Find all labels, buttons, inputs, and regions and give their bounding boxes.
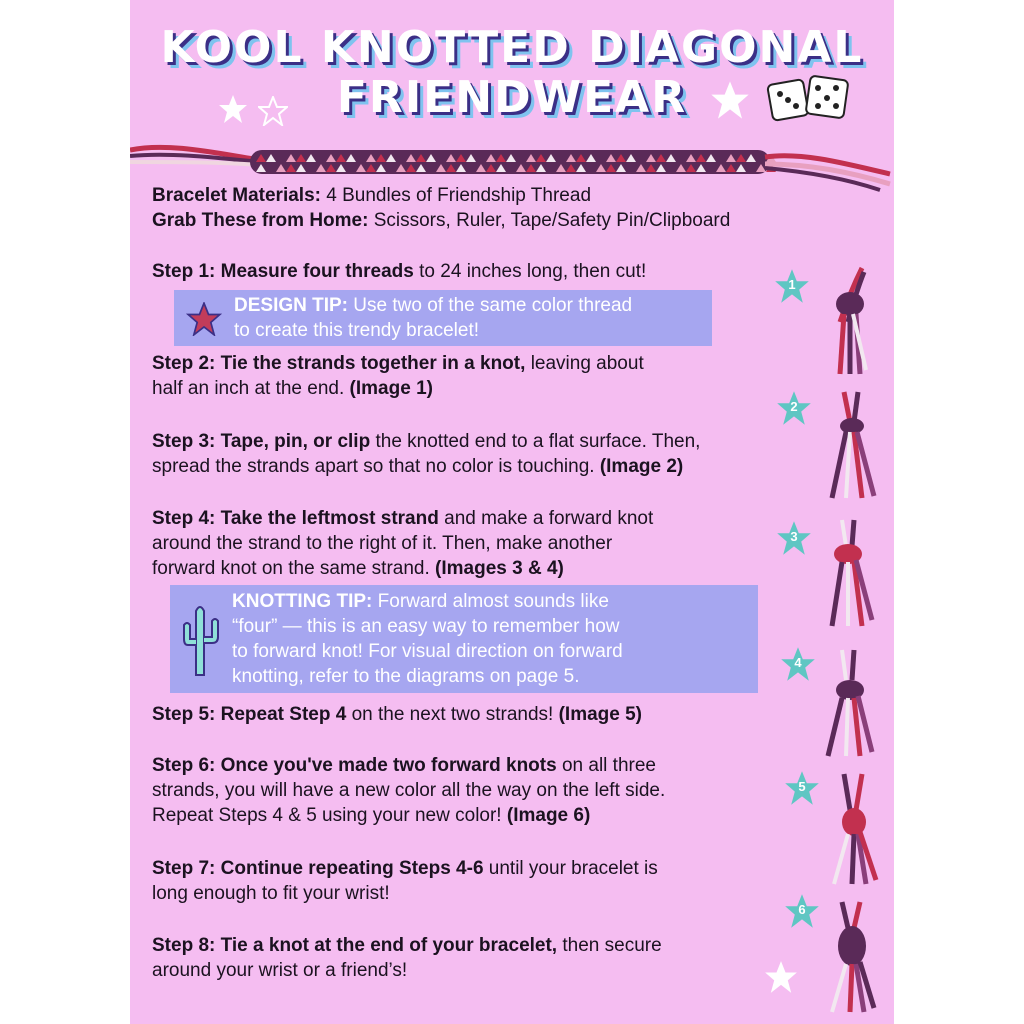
step-text: to 24 inches long, then cut!	[419, 261, 647, 282]
step-text: until your bracelet is	[488, 858, 658, 879]
step-label: Step 7:	[152, 858, 216, 879]
step-text: Repeat Steps 4 & 5 using your new color!	[152, 805, 502, 826]
step-bold-text: Once you've made two forward knots	[220, 755, 557, 776]
badge-number: 1	[788, 277, 796, 292]
step-text: half an inch at the end.	[152, 378, 345, 399]
step-bold-text: Tape, pin, or clip	[220, 431, 371, 452]
step-text: then secure	[562, 935, 662, 956]
materials-label: Bracelet Materials:	[152, 185, 321, 206]
step-bold-text: Tie the strands together in a knot,	[220, 353, 526, 374]
step-label: Step 1:	[152, 261, 216, 282]
materials-line-1	[152, 183, 591, 208]
knot-illustration-4	[820, 646, 880, 761]
step-text: on all three	[561, 755, 656, 776]
design-tip-text-2: to create this trendy bracelet!	[234, 320, 480, 341]
knotting-tip-label: KNOTTING TIP:	[232, 591, 373, 612]
step-text: and make a forward knot	[444, 508, 654, 529]
step-1	[152, 259, 646, 284]
badge-number: 2	[790, 399, 798, 414]
step-text: on the next two strands!	[351, 704, 554, 725]
step-label: Step 3:	[152, 431, 216, 452]
star-icon	[710, 80, 750, 120]
step-3	[152, 429, 700, 479]
badge-number: 5	[798, 779, 806, 794]
image-badge-2	[776, 390, 812, 426]
cactus-icon	[180, 601, 220, 677]
star-icon	[218, 94, 248, 124]
step-text: spread the strands apart so that no color is touching.	[152, 456, 595, 477]
step-label: Step 6:	[152, 755, 216, 776]
knot-illustration-6	[822, 898, 882, 1016]
page-title-line1: KOOL KNOTTED DIAGONAL	[160, 22, 864, 73]
knot-illustration-1	[820, 262, 880, 377]
knot-illustration-5	[824, 770, 884, 888]
step-4	[152, 506, 653, 581]
step-7	[152, 856, 658, 906]
step-text: strands, you will have a new color all the way on the left side.	[152, 780, 666, 801]
home-items-label: Grab These from Home:	[152, 210, 369, 231]
knotting-tip-text-4: knotting, refer to the diagrams on page 5.	[232, 666, 580, 687]
design-tip-box	[174, 290, 712, 346]
materials-line-2	[152, 208, 730, 233]
page-title-line2: FRIENDWEAR	[336, 72, 688, 123]
step-label: Step 4:	[152, 508, 216, 529]
step-label: Step 2:	[152, 353, 216, 374]
knot-illustration-2	[822, 388, 882, 503]
image-badge-5	[784, 770, 820, 806]
image-ref: (Image 5)	[558, 704, 643, 725]
image-ref: (Image 6)	[506, 805, 591, 826]
image-badge-3	[776, 520, 812, 556]
knotting-tip-box	[170, 585, 758, 693]
design-tip-label: DESIGN TIP:	[234, 295, 349, 316]
step-text: leaving about	[530, 353, 644, 374]
step-bold-text: Continue repeating Steps 4-6	[220, 858, 484, 879]
step-5	[152, 702, 642, 727]
step-label: Step 8:	[152, 935, 216, 956]
star-icon	[764, 960, 798, 994]
home-items-value: Scissors, Ruler, Tape/Safety Pin/Clipboard	[373, 210, 731, 231]
star-outline-icon	[258, 96, 288, 126]
knotting-tip-text-3: to forward knot! For visual direction on forward	[232, 641, 623, 662]
step-text: around the strand to the right of it. Then, make another	[152, 533, 613, 554]
step-label: Step 5:	[152, 704, 216, 725]
step-2	[152, 351, 644, 401]
knotting-tip-text-1: Forward almost sounds like	[377, 591, 609, 612]
materials-value: 4 Bundles of Friendship Thread	[326, 185, 592, 206]
knot-illustration-3	[820, 516, 880, 631]
image-badge-4	[780, 646, 816, 682]
step-bold-text: Take the leftmost strand	[220, 508, 439, 529]
step-bold-text: Tie a knot at the end of your bracelet,	[220, 935, 558, 956]
step-text: forward knot on the same strand.	[152, 558, 430, 579]
knotting-tip-text-2: “four” — this is an easy way to remember how	[232, 616, 620, 637]
design-tip-text-1: Use two of the same color thread	[353, 295, 633, 316]
badge-number: 6	[798, 902, 806, 917]
instruction-page	[130, 0, 894, 1024]
step-text: around your wrist or a friend’s!	[152, 960, 408, 981]
step-text: long enough to fit your wrist!	[152, 883, 390, 904]
image-ref: (Image 1)	[349, 378, 433, 399]
star-icon	[186, 302, 222, 336]
image-ref: (Image 2)	[599, 456, 684, 477]
step-bold-text: Measure four threads	[220, 261, 414, 282]
image-badge-1	[774, 268, 810, 304]
badge-number: 4	[794, 655, 802, 670]
image-badge-6	[784, 893, 820, 929]
step-6	[152, 753, 665, 828]
dice-icon	[766, 72, 852, 122]
step-8	[152, 933, 662, 983]
step-bold-text: Repeat Step 4	[220, 704, 347, 725]
badge-number: 3	[790, 529, 798, 544]
step-text: the knotted end to a flat surface. Then,	[375, 431, 701, 452]
image-ref: (Images 3 & 4)	[435, 558, 564, 579]
